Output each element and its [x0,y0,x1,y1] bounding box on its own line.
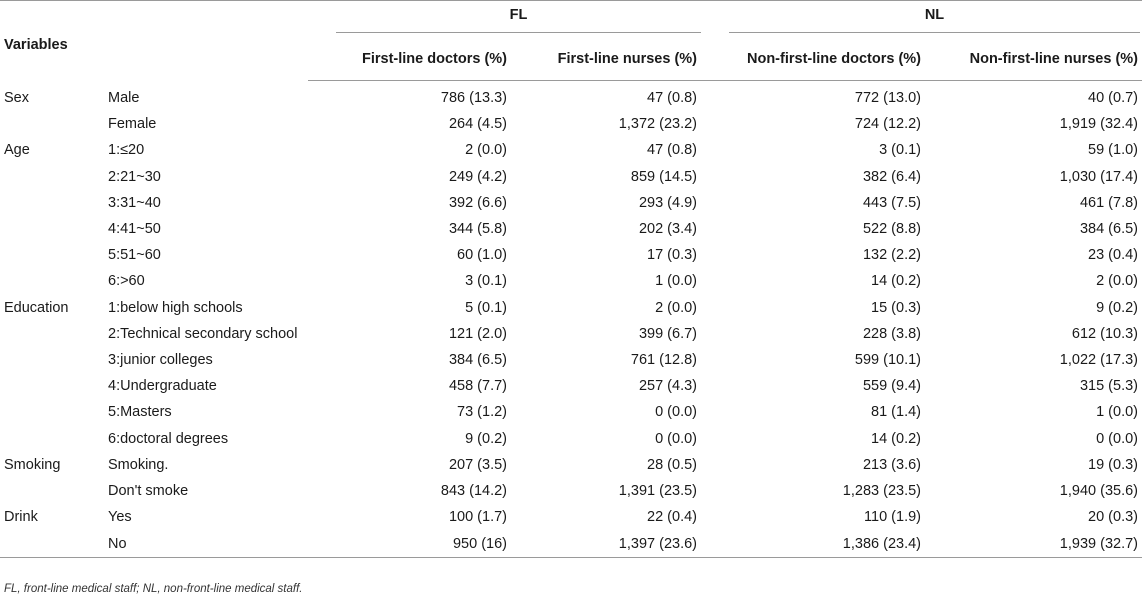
table-row [0,347,1142,373]
row-value: 950 (16) [308,530,511,558]
row-value: 1,386 (23.4) [701,530,925,558]
row-variable: Drink [4,509,38,526]
row-value: 213 (3.6) [862,456,921,473]
row-value: 110 (1.9) [864,509,921,526]
table-row [0,268,1142,294]
row-variable [0,347,100,373]
table-row [0,452,1142,478]
table-row [0,425,1142,451]
row-value: 2 (0.0) [465,142,507,159]
row-value: 293 (4.9) [638,194,697,211]
row-variable: Age [4,142,30,159]
row-value: 599 (10.1) [854,351,921,368]
row-value: 47 (0.8) [647,90,697,107]
row-category: Male [108,89,140,106]
row-variable [0,425,100,451]
row-category: 3:31~40 [108,194,161,211]
table-row [0,373,1142,399]
row-value: 3 (0.1) [879,142,921,159]
row-value: 559 (9.4) [862,378,921,395]
row-variable [0,530,100,558]
row-value: 458 (7.7) [448,378,507,395]
row-value: 384 (6.5) [1079,221,1138,238]
row-variable [0,216,100,242]
row-category: Yes [108,509,132,526]
row-value: 612 (10.3) [1071,325,1138,342]
table-row [0,399,1142,425]
table-row [0,164,1142,190]
row-value: 344 (5.8) [448,221,507,238]
row-value: 786 (13.3) [440,90,507,107]
header-group-fl-label: FL [336,7,701,33]
row-value: 1,939 (32.7) [925,530,1142,558]
row-value: 384 (6.5) [448,351,507,368]
row-value: 9 (0.2) [1096,299,1138,316]
row-value: 100 (1.7) [448,509,507,526]
row-value: 60 (1.0) [457,247,507,264]
row-value: 1,397 (23.6) [511,530,701,558]
row-value: 14 (0.2) [871,430,921,447]
row-value: 1,283 (23.5) [842,482,921,499]
row-value: 81 (1.4) [871,404,921,421]
row-value: 724 (12.2) [854,116,921,133]
row-value: 1,940 (35.6) [1059,482,1138,499]
row-value: 0 (0.0) [655,404,697,421]
row-value: 392 (6.6) [448,194,507,211]
row-category: Smoking. [108,456,169,473]
table-footnote: FL, front-line medical staff; NL, non-front-line medical staff. [4,583,303,595]
row-variable: Sex [4,89,29,106]
row-value: 1,030 (17.4) [1059,168,1138,185]
row-category: 5:51~60 [108,247,161,264]
row-value: 1,391 (23.5) [618,482,697,499]
row-variable [0,242,100,268]
row-value: 73 (1.2) [457,404,507,421]
row-value: 121 (2.0) [448,325,507,342]
row-category: 5:Masters [108,404,172,421]
row-value: 59 (1.0) [1088,142,1138,159]
row-variable [0,321,100,347]
row-value: 264 (4.5) [448,116,507,133]
table-row [0,504,1142,530]
table-row [0,478,1142,504]
row-value: 522 (8.8) [862,221,921,238]
row-value: 47 (0.8) [647,142,697,159]
row-value: 207 (3.5) [448,456,507,473]
row-category: No [100,530,308,558]
row-value: 20 (0.3) [1088,509,1138,526]
row-variable [0,373,100,399]
row-value: 382 (6.4) [862,168,921,185]
row-value: 19 (0.3) [1088,456,1138,473]
header-group-nl-label: NL [729,7,1140,33]
row-category: 2:Technical secondary school [108,325,298,342]
row-value: 14 (0.2) [871,273,921,290]
row-category: 6:>60 [108,273,145,290]
row-value: 202 (3.4) [638,221,697,238]
header-row-groups [0,1,1142,38]
row-value: 443 (7.5) [862,194,921,211]
table-body [0,81,1142,558]
row-value: 761 (12.8) [630,351,697,368]
table-row [0,81,1142,112]
table-row [0,216,1142,242]
row-value: 249 (4.2) [448,168,507,185]
row-category: 4:Undergraduate [108,378,217,395]
row-value: 315 (5.3) [1079,378,1138,395]
header-group-fl [308,1,701,38]
row-value: 0 (0.0) [1096,430,1138,447]
row-value: 1,919 (32.4) [1059,116,1138,133]
row-category: 2:21~30 [108,168,161,185]
row-value: 23 (0.4) [1088,247,1138,264]
header-variables: Variables [0,1,308,81]
header-col: First-line nurses (%) [511,37,701,81]
row-variable [0,190,100,216]
row-category: 4:41~50 [108,221,161,238]
row-category: Female [108,116,157,133]
row-value: 461 (7.8) [1079,194,1138,211]
row-value: 1,022 (17.3) [1059,351,1138,368]
row-value: 257 (4.3) [638,378,697,395]
row-value: 28 (0.5) [647,456,697,473]
row-variable: Education [4,299,69,316]
table-row [0,137,1142,163]
header-group-nl [701,1,1142,38]
row-category: 6:doctoral degrees [108,430,229,447]
header-col: Non-first-line doctors (%) [701,37,925,81]
row-value: 2 (0.0) [655,299,697,316]
table-row [0,111,1142,137]
row-variable [0,478,100,504]
row-value: 15 (0.3) [871,299,921,316]
row-variable [0,111,100,137]
row-value: 228 (3.8) [862,325,921,342]
table-row [0,295,1142,321]
row-value: 3 (0.1) [465,273,507,290]
row-value: 0 (0.0) [655,430,697,447]
row-variable [0,399,100,425]
row-value: 843 (14.2) [440,482,507,499]
table-row [0,242,1142,268]
table-row [0,321,1142,347]
row-value: 1,372 (23.2) [618,116,697,133]
row-category: 1:below high schools [108,299,243,316]
table-row [0,530,1142,558]
row-value: 17 (0.3) [647,247,697,264]
row-value: 1 (0.0) [1096,404,1138,421]
row-value: 40 (0.7) [1088,90,1138,107]
row-category: 3:junior colleges [108,351,213,368]
row-value: 5 (0.1) [465,299,507,316]
row-variable [0,268,100,294]
row-value: 859 (14.5) [630,168,697,185]
header-col: Non-first-line nurses (%) [925,37,1142,81]
row-value: 132 (2.2) [862,247,921,264]
row-variable [0,164,100,190]
row-value: 9 (0.2) [465,430,507,447]
row-category: Don't smoke [108,482,189,499]
row-value: 772 (13.0) [854,90,921,107]
row-category: 1:≤20 [108,142,145,159]
row-value: 2 (0.0) [1096,273,1138,290]
row-value: 1 (0.0) [655,273,697,290]
header-col: First-line doctors (%) [308,37,511,81]
table-row [0,190,1142,216]
row-value: 399 (6.7) [638,325,697,342]
row-value: 22 (0.4) [647,509,697,526]
row-variable: Smoking [4,456,61,473]
